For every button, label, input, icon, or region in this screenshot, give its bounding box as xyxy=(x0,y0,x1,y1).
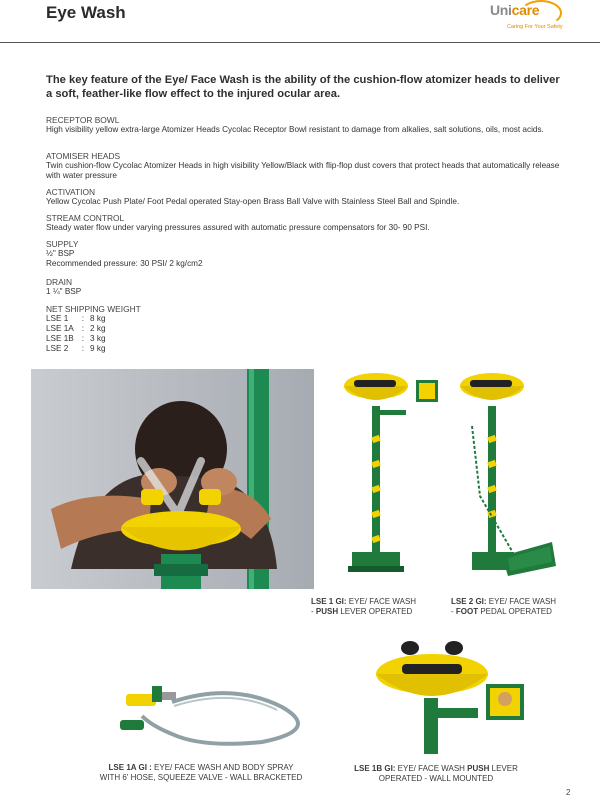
spec-net-weight xyxy=(46,304,566,354)
spec-heading: ATOMISER HEADS xyxy=(46,151,121,161)
table-row xyxy=(46,334,106,344)
weight-sep: : xyxy=(81,334,85,343)
weight-table xyxy=(46,314,106,354)
weight-value: 9 kg xyxy=(90,344,106,353)
weight-sep: : xyxy=(81,324,85,333)
table-row xyxy=(46,314,106,324)
lse1-product-image xyxy=(338,366,444,592)
caption-emphasis: FOOT xyxy=(455,607,479,616)
spec-text: Yellow Cycolac Push Plate/ Foot Pedal operated Stay-open Brass Ball Valve with Stainless Steel Ball and Spindle. xyxy=(46,197,460,206)
caption-code: LSE 1 GI: xyxy=(311,597,347,606)
weight-sep: : xyxy=(81,314,85,323)
page-title: Eye Wash xyxy=(46,3,126,22)
caption-dash: - xyxy=(451,607,456,616)
caption-text: LEVER xyxy=(489,764,518,773)
page-header xyxy=(0,0,600,43)
weight-value: 2 kg xyxy=(90,324,106,333)
spec-text: 1 ¼" BSP xyxy=(46,287,82,296)
spec-heading: DRAIN xyxy=(46,277,73,287)
spec-heading: ACTIVATION xyxy=(46,187,96,197)
caption-text: EYE/ FACE WASH xyxy=(395,764,468,773)
spec-text: High visibility yellow extra-large Atomizer Heads Cycolac Receptor Bowl resistant to damage from alkalies, salt solutions, oils, most acids. xyxy=(46,125,544,134)
spec-drain xyxy=(46,277,566,297)
spec-supply xyxy=(46,239,566,269)
caption-code: LSE 1B GI: xyxy=(354,764,396,773)
caption-lse1a xyxy=(92,763,310,783)
lse1b-product-image xyxy=(368,636,532,754)
spec-heading: SUPPLY xyxy=(46,239,79,249)
spec-text: ½" BSP xyxy=(46,249,75,258)
intro-statement: The key feature of the Eye/ Face Wash is the ability of the cushion-flow atomizer heads to deliver a soft, feather-like flow effect to the injured ocular area. xyxy=(46,74,560,100)
caption-text: EYE/ FACE WASH xyxy=(486,597,557,606)
weight-value: 8 kg xyxy=(90,314,106,323)
spec-activation xyxy=(46,187,566,207)
caption-lse1b xyxy=(330,764,542,784)
table-row xyxy=(46,344,106,354)
spec-text: Twin cushion-flow Cycolac Atomizer Heads in high visibility Yellow/Black with flip-flop dust covers that protect heads that automatically release with water pressure xyxy=(46,161,560,180)
caption-text: EYE/ FACE WASH AND BODY SPRAY xyxy=(151,763,294,772)
caption-dash: - xyxy=(311,607,316,616)
caption-text: WITH 6' HOSE, SQUEEZE VALVE - WALL BRACKETED xyxy=(99,773,303,782)
caption-lse2 xyxy=(451,597,556,617)
spec-heading: RECEPTOR BOWL xyxy=(46,115,120,125)
caption-emphasis: PUSH xyxy=(467,764,490,773)
caption-code: LSE 2 GI: xyxy=(451,597,487,606)
caption-text: PEDAL OPERATED xyxy=(478,607,552,616)
spec-text: Recommended pressure: 30 PSI/ 2 kg/cm2 xyxy=(46,259,203,268)
caption-emphasis: PUSH xyxy=(315,607,339,616)
weight-model: LSE 1 xyxy=(46,314,69,323)
weight-model: LSE 1A xyxy=(46,324,74,333)
spec-receptor-bowl xyxy=(46,115,566,135)
lse2-product-image xyxy=(452,366,562,592)
weight-sep: : xyxy=(81,344,85,353)
weight-model: LSE 1B xyxy=(46,334,74,343)
weight-model: LSE 2 xyxy=(46,344,69,353)
logo-text-care: care xyxy=(511,2,540,18)
spec-stream-control xyxy=(46,213,566,233)
spec-heading: NET SHIPPING WEIGHT xyxy=(46,304,141,314)
table-row xyxy=(46,324,106,334)
spec-text: Steady water flow under varying pressures assured with automatic pressure compensators for 30- 90 PSI. xyxy=(46,223,430,232)
logo-tagline: Caring For Your Safety xyxy=(507,24,563,30)
caption-text: LEVER OPERATED xyxy=(338,607,413,616)
spec-atomiser-heads xyxy=(46,151,566,181)
spec-heading: STREAM CONTROL xyxy=(46,213,125,223)
logo-text-uni: Uni xyxy=(490,2,512,18)
eyewash-usage-photo xyxy=(31,369,314,589)
caption-lse1 xyxy=(311,597,416,617)
page-number: 2 xyxy=(566,788,571,797)
lse1a-product-image xyxy=(112,672,330,750)
caption-code: LSE 1A GI : xyxy=(108,763,152,772)
unicare-logo xyxy=(490,2,570,38)
caption-text: OPERATED - WALL MOUNTED xyxy=(378,774,494,783)
weight-value: 3 kg xyxy=(90,334,106,343)
caption-text: EYE/ FACE WASH xyxy=(346,597,417,606)
